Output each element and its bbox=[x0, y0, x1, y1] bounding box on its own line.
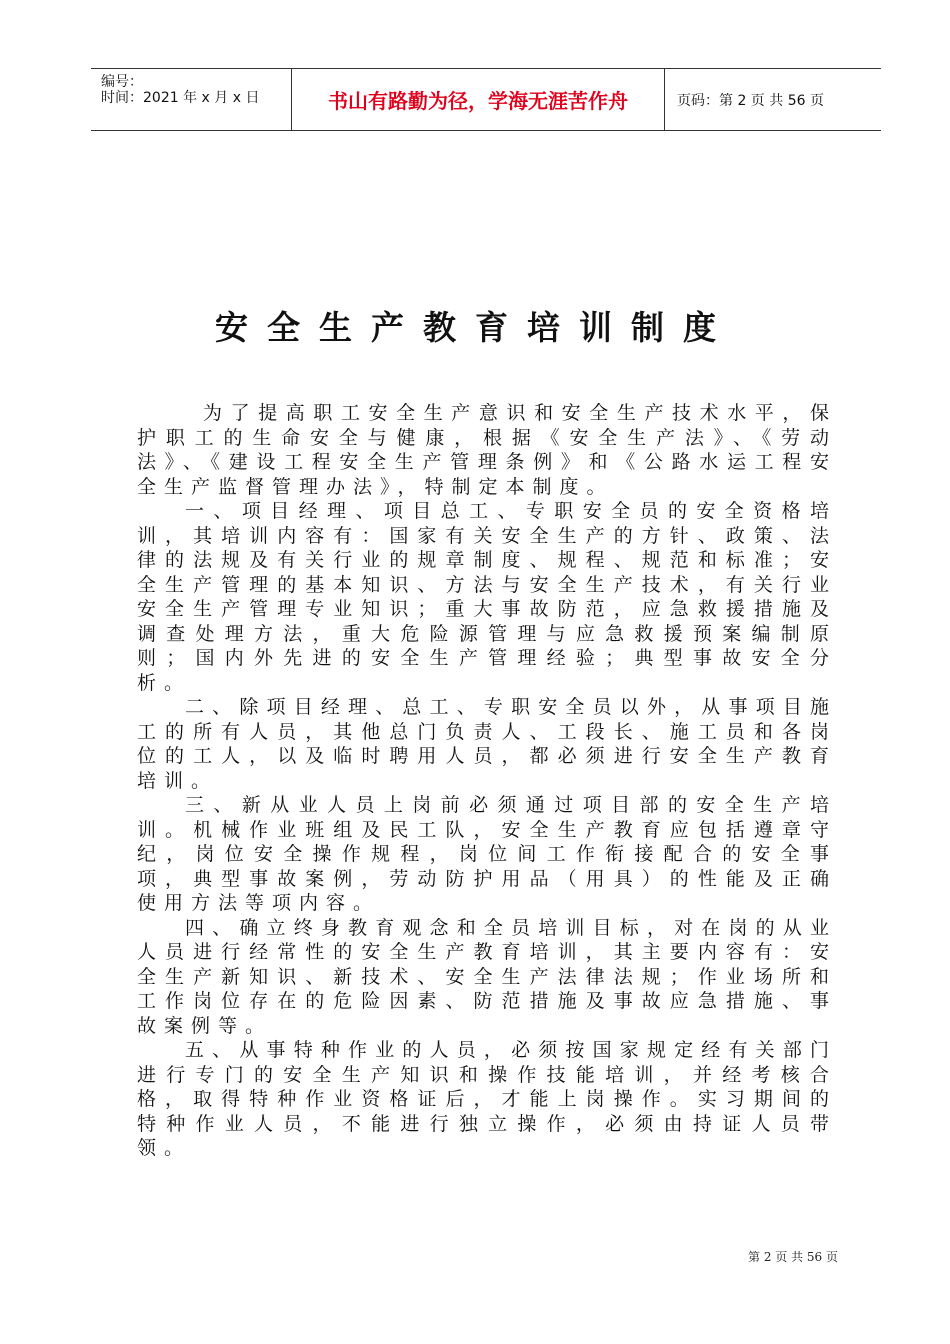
document-title: 安全生产教育培训制度 bbox=[215, 308, 735, 347]
paragraph-4: 四、确立终身教育观念和全员培训目标，对在岗的从业人员进行经常性的安全生产教育培训，其主要内容有：安全生产新知识、新技术、安全生产法律法规；作业场所和工作岗位存在的危险因素、防范措施及事故应急措施、事故案例等。 bbox=[137, 916, 837, 1037]
footer-page-number: 第 2 页 共 56 页 bbox=[748, 1250, 838, 1264]
paragraph-3: 三、新从业人员上岗前必须通过项目部的安全生产培训。机械作业班组及民工队，安全生产教育应包括遵章守纪，岗位安全操作规程，岗位间工作衔接配合的安全事项，典型事故案例，劳动防护用品（用具）的性能及正确使用方法等项内容。 bbox=[137, 794, 837, 914]
paragraph-2: 二、除项目经理、总工、专职安全员以外，从事项目施工的所有人员，其他总门负责人、工段长、施工员和各岗位的工人，以及临时聘用人员，都必须进行安全生产教育培训。 bbox=[137, 696, 837, 792]
header-page-number: 页码：第 2 页 共 56 页 bbox=[677, 92, 824, 109]
header-meta bbox=[91, 69, 292, 130]
paragraph-1: 一、项目经理、项目总工、专职安全员的安全资格培训，其培训内容有：国家有关安全生产的方针、政策、法律的法规及有关行业的规章制度、规程、规范和标准；安全生产管理的基本知识、方法与安全生产技术，有关行业安全生产管理专业知识；重大事故防范，应急救援措施及调查处理方法，重大危险源管理与应急救援预案编制原则；国内外先进的安全生产管理经验；典型事故安全分析。 bbox=[137, 500, 837, 694]
document-number-label: 编号： bbox=[101, 74, 143, 90]
document-body bbox=[137, 401, 837, 1161]
header-motto-cell bbox=[292, 69, 665, 130]
paragraph-intro: 为了提高职工安全生产意识和安全生产技术水平，保护职工的生命安全与健康，根据《安全生产法》、《劳动法》、《建设工程安全生产管理条例》和《公路水运工程安全生产监督管理办法》，特制定本制度。 bbox=[137, 402, 837, 498]
page-header bbox=[91, 68, 881, 131]
paragraph-5: 五、从事特种作业的人员，必须按国家规定经有关部门进行专门的安全生产知识和操作技能培训，并经考核合格，取得特种作业资格证后，才能上岗操作。实习期间的特种作业人员，不能进行独立操作，必须由持证人员带领。 bbox=[137, 1039, 837, 1159]
document-time-label: 时间：2021 年 x 月 x 日 bbox=[101, 90, 260, 106]
header-motto: 书山有路勤为径，学海无涯苦作舟 bbox=[328, 89, 628, 113]
